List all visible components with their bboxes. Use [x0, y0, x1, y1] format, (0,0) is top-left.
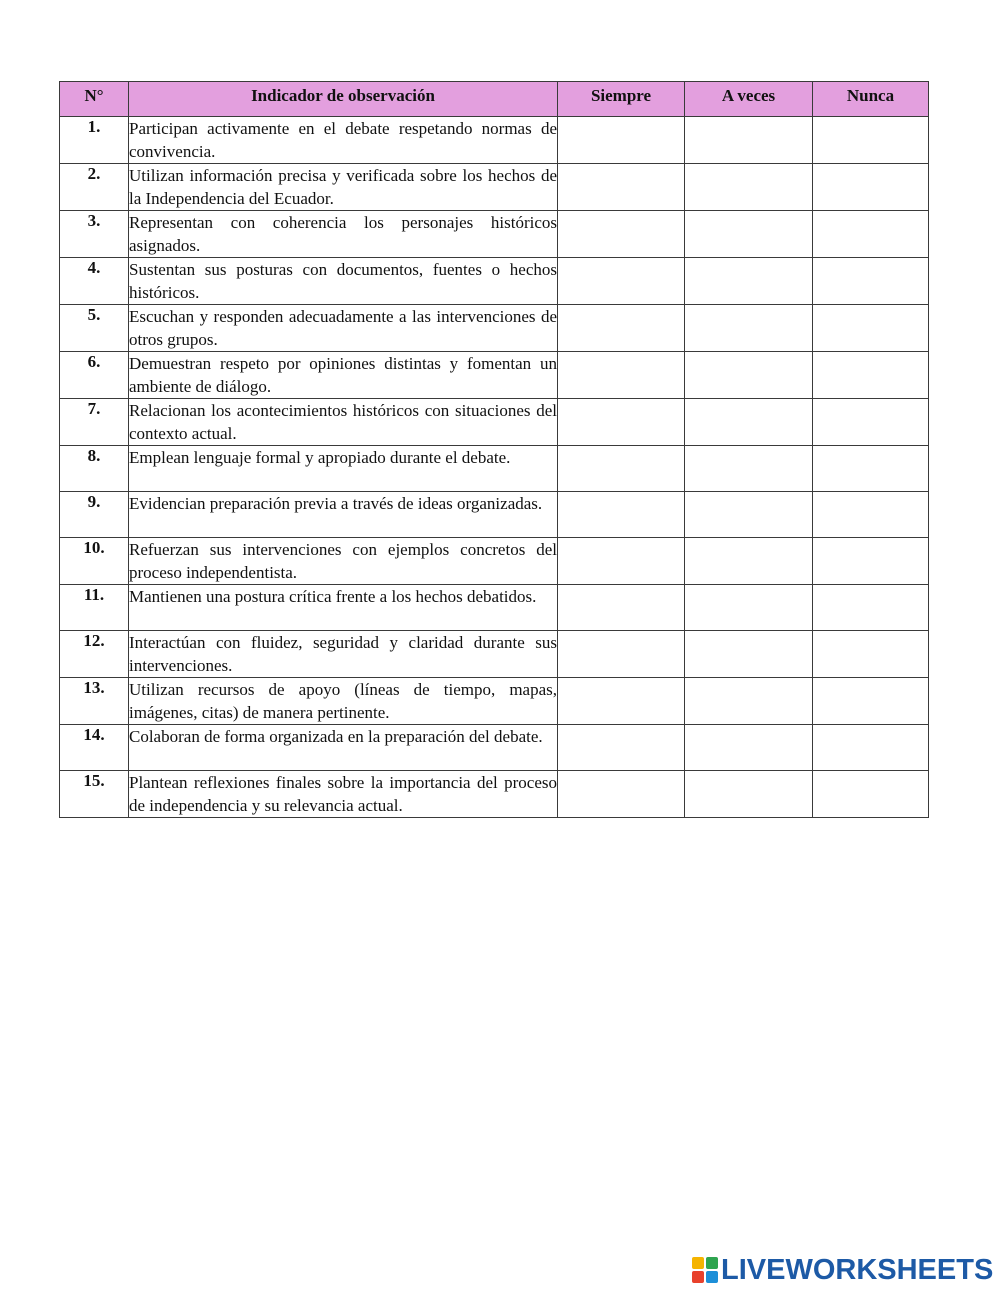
table-row [60, 446, 929, 492]
row-mark-sometimes-cell[interactable] [685, 631, 813, 678]
row-indicator-text: Utilizan información precisa y verificada sobre los hechos de la Independencia del Ecuador. [129, 164, 558, 211]
row-mark-never-cell[interactable] [813, 538, 929, 585]
row-mark-always-cell[interactable] [558, 399, 685, 446]
row-indicator-text: Escuchan y responden adecuadamente a las intervenciones de otros grupos. [129, 305, 558, 352]
row-mark-sometimes-cell[interactable] [685, 725, 813, 771]
row-indicator-text: Refuerzan sus intervenciones con ejemplos concretos del proceso independentista. [129, 538, 558, 585]
row-mark-always-cell[interactable] [558, 585, 685, 631]
row-mark-never-cell[interactable] [813, 678, 929, 725]
row-number: 12. [60, 631, 129, 678]
row-number: 14. [60, 725, 129, 771]
row-mark-always-cell[interactable] [558, 352, 685, 399]
row-indicator-text: Emplean lenguaje formal y apropiado durante el debate. [129, 446, 558, 492]
row-number: 7. [60, 399, 129, 446]
row-mark-never-cell[interactable] [813, 725, 929, 771]
row-indicator-text: Plantean reflexiones finales sobre la importancia del proceso de independencia y su relevancia actual. [129, 771, 558, 818]
table-row [60, 399, 929, 446]
row-mark-always-cell[interactable] [558, 164, 685, 211]
row-number: 6. [60, 352, 129, 399]
row-mark-always-cell[interactable] [558, 631, 685, 678]
row-mark-never-cell[interactable] [813, 446, 929, 492]
row-number: 1. [60, 117, 129, 164]
row-number: 5. [60, 305, 129, 352]
row-number: 9. [60, 492, 129, 538]
table-row [60, 538, 929, 585]
row-mark-never-cell[interactable] [813, 771, 929, 818]
logo-text: LIVEWORKSHEETS [721, 1254, 994, 1286]
row-number: 2. [60, 164, 129, 211]
table-row [60, 352, 929, 399]
row-mark-never-cell[interactable] [813, 631, 929, 678]
row-indicator-text: Mantienen una postura crítica frente a los hechos debatidos. [129, 585, 558, 631]
row-mark-always-cell[interactable] [558, 538, 685, 585]
row-mark-always-cell[interactable] [558, 258, 685, 305]
row-mark-sometimes-cell[interactable] [685, 678, 813, 725]
table-row [60, 678, 929, 725]
header-indicator: Indicador de observación [129, 82, 558, 117]
header-never: Nunca [813, 82, 929, 117]
row-mark-sometimes-cell[interactable] [685, 585, 813, 631]
row-indicator-text: Relacionan los acontecimientos históricos con situaciones del contexto actual. [129, 399, 558, 446]
row-mark-sometimes-cell[interactable] [685, 305, 813, 352]
header-number: N° [60, 82, 129, 117]
table-row [60, 771, 929, 818]
row-mark-always-cell[interactable] [558, 492, 685, 538]
row-mark-never-cell[interactable] [813, 492, 929, 538]
row-mark-always-cell[interactable] [558, 725, 685, 771]
row-mark-never-cell[interactable] [813, 399, 929, 446]
row-mark-sometimes-cell[interactable] [685, 771, 813, 818]
row-number: 4. [60, 258, 129, 305]
row-mark-never-cell[interactable] [813, 117, 929, 164]
row-number: 15. [60, 771, 129, 818]
row-mark-always-cell[interactable] [558, 771, 685, 818]
row-mark-sometimes-cell[interactable] [685, 538, 813, 585]
row-mark-sometimes-cell[interactable] [685, 211, 813, 258]
row-mark-sometimes-cell[interactable] [685, 352, 813, 399]
row-mark-always-cell[interactable] [558, 446, 685, 492]
observation-table [59, 81, 929, 818]
row-indicator-text: Utilizan recursos de apoyo (líneas de tiempo, mapas, imágenes, citas) de manera pertinente. [129, 678, 558, 725]
row-indicator-text: Demuestran respeto por opiniones distintas y fomentan un ambiente de diálogo. [129, 352, 558, 399]
row-mark-sometimes-cell[interactable] [685, 164, 813, 211]
row-mark-always-cell[interactable] [558, 678, 685, 725]
row-mark-sometimes-cell[interactable] [685, 492, 813, 538]
header-sometimes: A veces [685, 82, 813, 117]
table-header-row [60, 82, 929, 117]
row-mark-sometimes-cell[interactable] [685, 446, 813, 492]
table-row [60, 725, 929, 771]
row-mark-sometimes-cell[interactable] [685, 117, 813, 164]
header-always: Siempre [558, 82, 685, 117]
row-number: 11. [60, 585, 129, 631]
row-indicator-text: Participan activamente en el debate respetando normas de convivencia. [129, 117, 558, 164]
row-indicator-text: Colaboran de forma organizada en la preparación del debate. [129, 725, 558, 771]
table-body [60, 117, 929, 818]
table-row [60, 117, 929, 164]
table-row [60, 631, 929, 678]
table-row [60, 211, 929, 258]
row-indicator-text: Evidencian preparación previa a través de ideas organizadas. [129, 492, 558, 538]
row-number: 10. [60, 538, 129, 585]
table-row [60, 492, 929, 538]
row-mark-never-cell[interactable] [813, 305, 929, 352]
table-row [60, 258, 929, 305]
table-row [60, 305, 929, 352]
observation-sheet [59, 81, 928, 818]
liveworksheets-logo-icon [692, 1257, 718, 1283]
row-mark-never-cell[interactable] [813, 258, 929, 305]
row-indicator-text: Representan con coherencia los personajes históricos asignados. [129, 211, 558, 258]
row-mark-always-cell[interactable] [558, 211, 685, 258]
row-mark-sometimes-cell[interactable] [685, 399, 813, 446]
row-mark-never-cell[interactable] [813, 352, 929, 399]
liveworksheets-logo [692, 1254, 993, 1286]
row-number: 3. [60, 211, 129, 258]
row-mark-always-cell[interactable] [558, 117, 685, 164]
row-mark-never-cell[interactable] [813, 211, 929, 258]
row-mark-sometimes-cell[interactable] [685, 258, 813, 305]
row-number: 13. [60, 678, 129, 725]
row-indicator-text: Sustentan sus posturas con documentos, fuentes o hechos históricos. [129, 258, 558, 305]
row-mark-never-cell[interactable] [813, 164, 929, 211]
row-indicator-text: Interactúan con fluidez, seguridad y claridad durante sus intervenciones. [129, 631, 558, 678]
row-mark-never-cell[interactable] [813, 585, 929, 631]
row-number: 8. [60, 446, 129, 492]
row-mark-always-cell[interactable] [558, 305, 685, 352]
table-row [60, 164, 929, 211]
table-row [60, 585, 929, 631]
